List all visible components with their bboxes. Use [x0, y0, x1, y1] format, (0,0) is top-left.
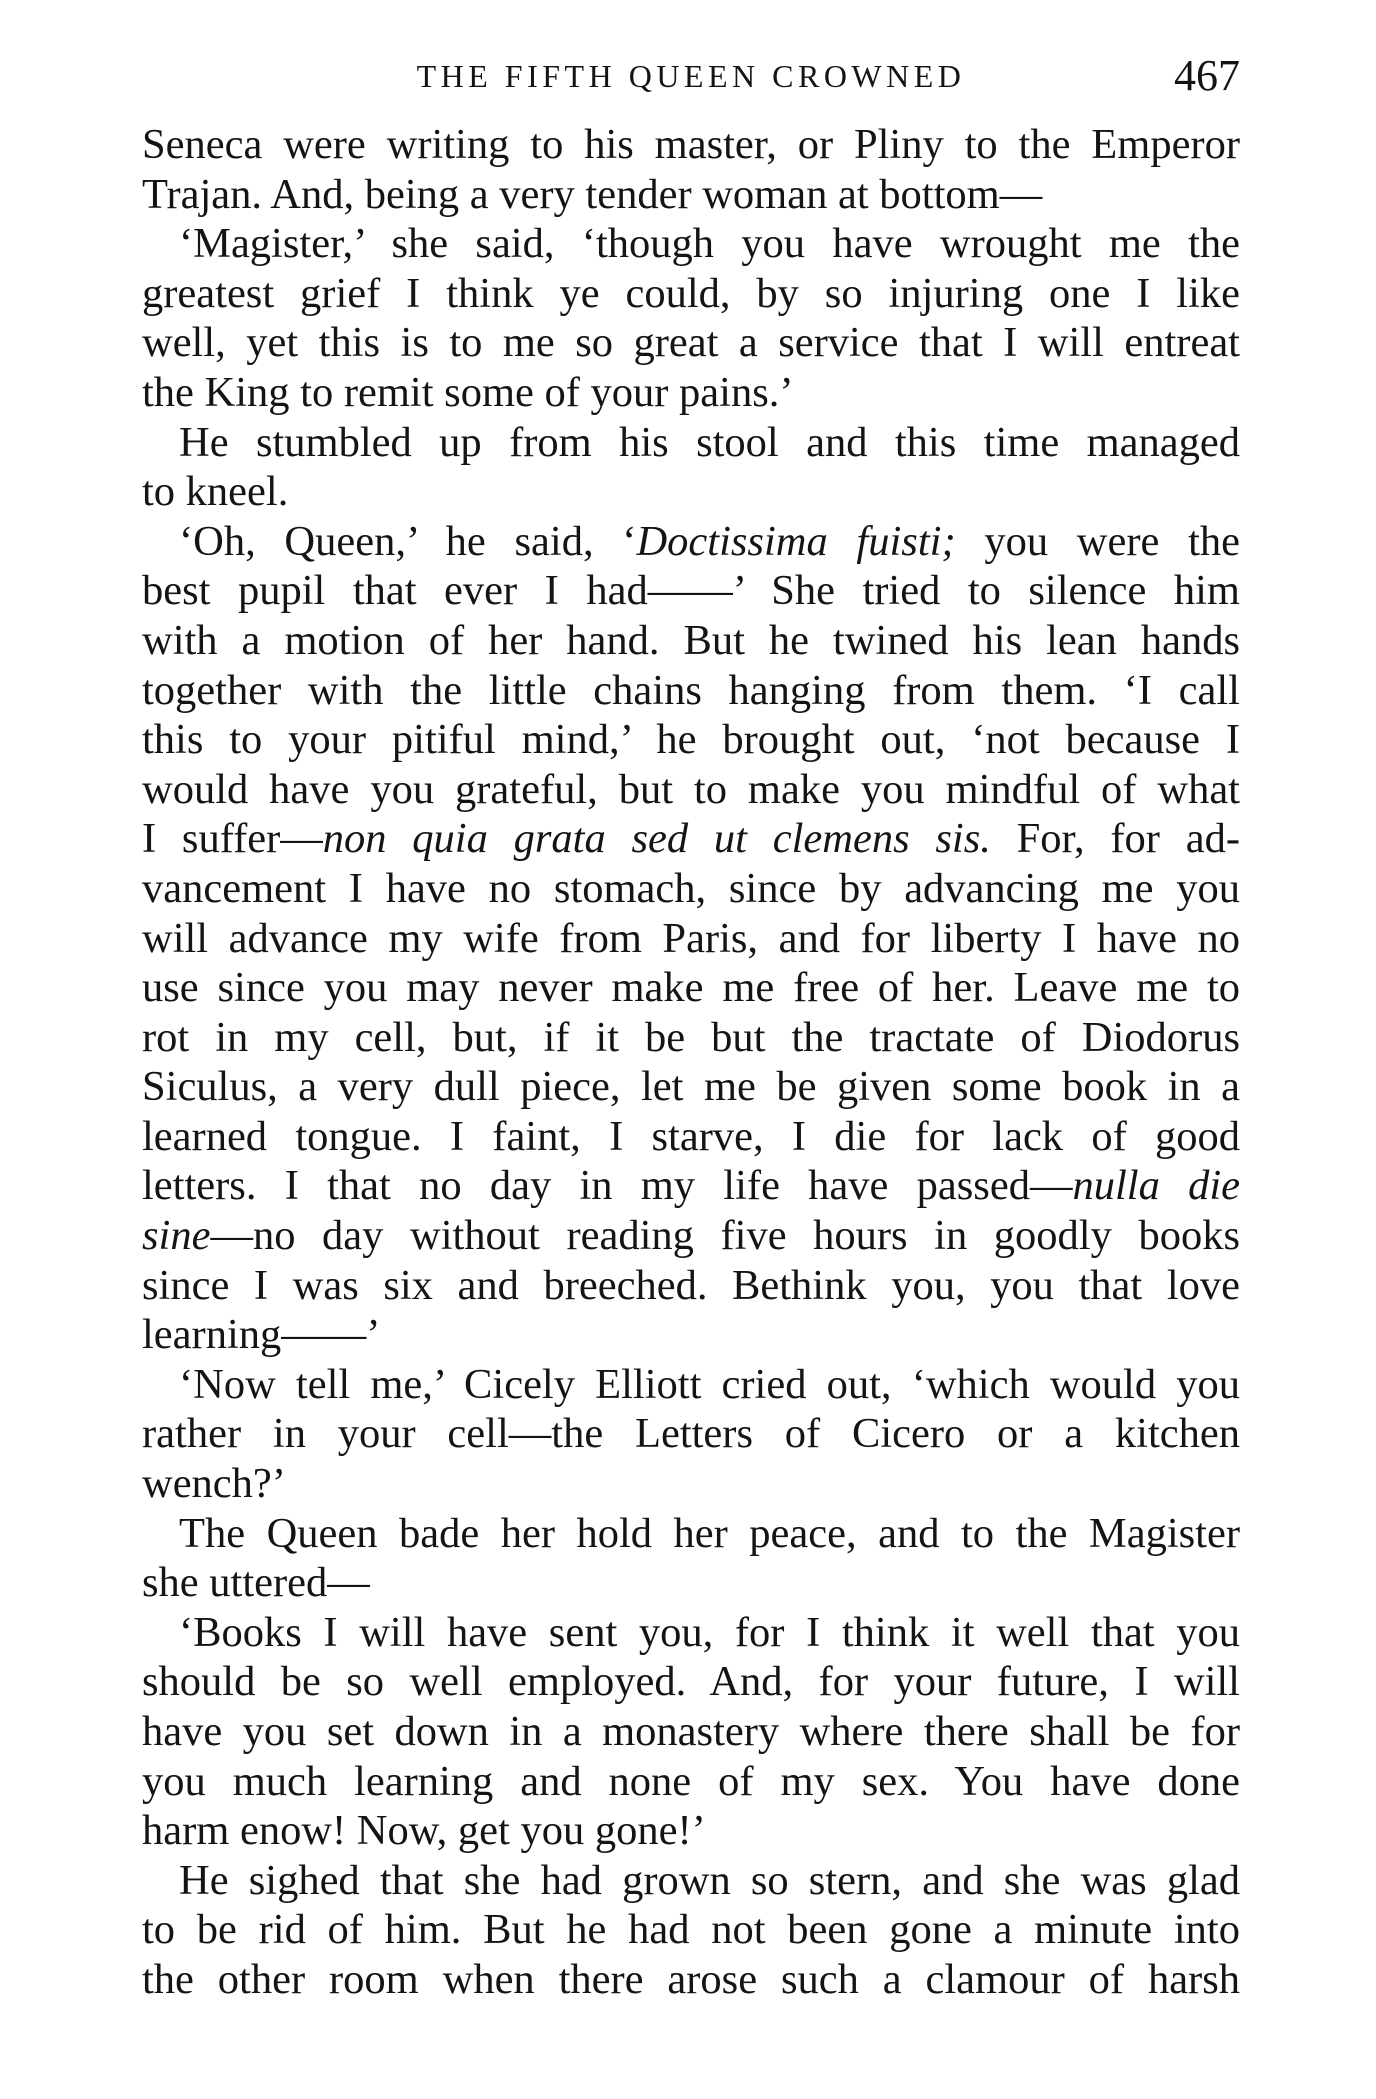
text-segment: —no day without reading five hours in goodly books	[210, 1212, 1240, 1260]
text-line: you much learning and none of my sex. You have done	[142, 1757, 1240, 1805]
text-line: learning——’	[142, 1311, 381, 1359]
text-line: would have you grateful, but to make you mindful of what	[142, 765, 1240, 813]
text-line: rot in my cell, but, if it be but the tractate of Diodorus	[142, 1013, 1240, 1061]
text-line	[142, 1211, 1240, 1261]
text-line: greatest grief I think ye could, by so injuring one I like	[142, 269, 1240, 317]
italic-segment: sine	[142, 1212, 211, 1260]
text-line: learned tongue. I faint, I starve, I die for lack of good	[142, 1112, 1240, 1160]
text-line: wench?’	[142, 1460, 286, 1508]
text-line: this to your pitiful mind,’ he brought out, ‘not because I	[142, 716, 1240, 764]
text-line: she uttered—	[142, 1559, 370, 1607]
text-line: the King to remit some of your pains.’	[142, 368, 794, 416]
text-line: Seneca were writing to his master, or Pliny to the Emperor	[142, 121, 1240, 168]
italic-segment: Doctissima fuisti;	[636, 517, 956, 565]
text-line: to kneel.	[142, 468, 289, 516]
text-line: Trajan. And, being a very tender woman at bottom—	[142, 170, 1043, 218]
text-line: Siculus, a very dull piece, let me be given some book in a	[142, 1063, 1240, 1111]
text-line: have you set down in a monastery where there shall be for	[142, 1708, 1240, 1755]
text-line: will advance my wife from Paris, and for liberty I have no	[142, 914, 1240, 962]
italic-segment: non quia grata sed ut clemens sis.	[322, 815, 991, 863]
text-line: harm enow! Now, get you gone!’	[142, 1807, 706, 1855]
italic-segment: nulla die	[1072, 1162, 1240, 1210]
text-line: He sighed that she had grown so stern, and she was glad	[179, 1856, 1240, 1904]
text-line: vancement I have no stomach, since by advancing me you	[142, 864, 1240, 912]
text-line: The Queen bade her hold her peace, and to the Magister	[179, 1509, 1240, 1557]
text-line: since I was six and breeched. Bethink you, you that love	[142, 1261, 1240, 1309]
text-line: ‘Books I will have sent you, for I think it well that you	[179, 1608, 1240, 1656]
text-line: well, yet this is to me so great a service that I will entreat	[142, 319, 1240, 367]
text-line: the other room when there arose such a clamour of harsh	[142, 1955, 1240, 2003]
body-text	[142, 120, 1240, 2005]
running-head-title: THE FIFTH QUEEN CROWNED	[416, 58, 966, 94]
text-line: with a motion of her hand. But he twined his lean hands	[142, 616, 1240, 664]
text-segment: ‘Oh, Queen,’ he said, ‘	[179, 517, 637, 565]
text-line	[142, 517, 1240, 567]
text-line: together with the little chains hanging from them. ‘I call	[142, 666, 1240, 714]
text-line: use since you may never make me free of her. Leave me to	[142, 964, 1240, 1012]
text-line: ‘Now tell me,’ Cicely Elliott cried out, ‘which would you	[179, 1360, 1240, 1408]
text-segment: you were the	[955, 517, 1240, 565]
text-line: to be rid of him. But he had not been gone a minute into	[142, 1906, 1240, 1954]
text-segment: I suffer—	[142, 815, 323, 863]
text-line: He stumbled up from his stool and this time managed	[179, 418, 1240, 466]
page-number: 467	[1174, 51, 1240, 100]
text-line	[142, 814, 1240, 864]
text-segment: For, for ad-	[990, 815, 1240, 863]
text-line: best pupil that ever I had——’ She tried to silence him	[142, 567, 1240, 615]
running-head	[142, 50, 1240, 114]
text-line	[142, 1161, 1240, 1211]
text-line: rather in your cell—the Letters of Cicero or a kitchen	[142, 1410, 1240, 1458]
text-line: should be so well employed. And, for your future, I will	[142, 1658, 1240, 1706]
text-line: ‘Magister,’ she said, ‘though you have wrought me the	[179, 220, 1240, 268]
text-segment: letters. I that no day in my life have passed—	[142, 1162, 1073, 1210]
